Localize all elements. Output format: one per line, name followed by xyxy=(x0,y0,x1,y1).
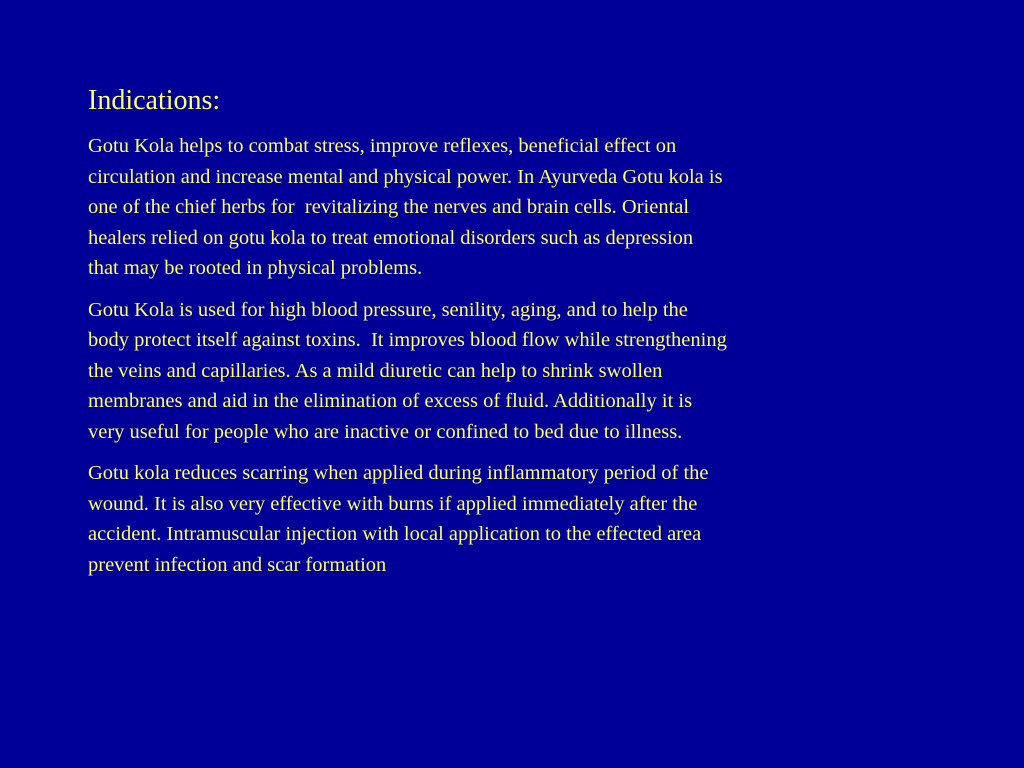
paragraph-3: Gotu kola reduces scarring when applied during inflammatory period of the wound. It is also very effective with burns if applied immediately after the accident. Intramuscular injection with local application to the effected area prevent infection and scar formation xyxy=(88,462,709,576)
paragraph-2: Gotu Kola is used for high blood pressure, senility, aging, and to help the body protect itself against toxins. It improves blood flow while strengthening the veins and capillaries. As a mild diuretic can help to shrink swollen membranes and aid in the elimination of excess of fluid. Additionally it is very useful for people who are inactive or confined to bed due to illness. xyxy=(88,298,727,443)
slide-heading: Indications: xyxy=(88,85,221,116)
slide-content xyxy=(88,84,918,591)
paragraph-1: Gotu Kola helps to combat stress, improve reflexes, beneficial effect on circulation and increase mental and physical power. In Ayurveda Gotu kola is one of the chief herbs for revitalizing the nerves and brain cells. Oriental healers relied on gotu kola to treat emotional disorders such as depression that may be rooted in physical problems. xyxy=(88,135,723,279)
